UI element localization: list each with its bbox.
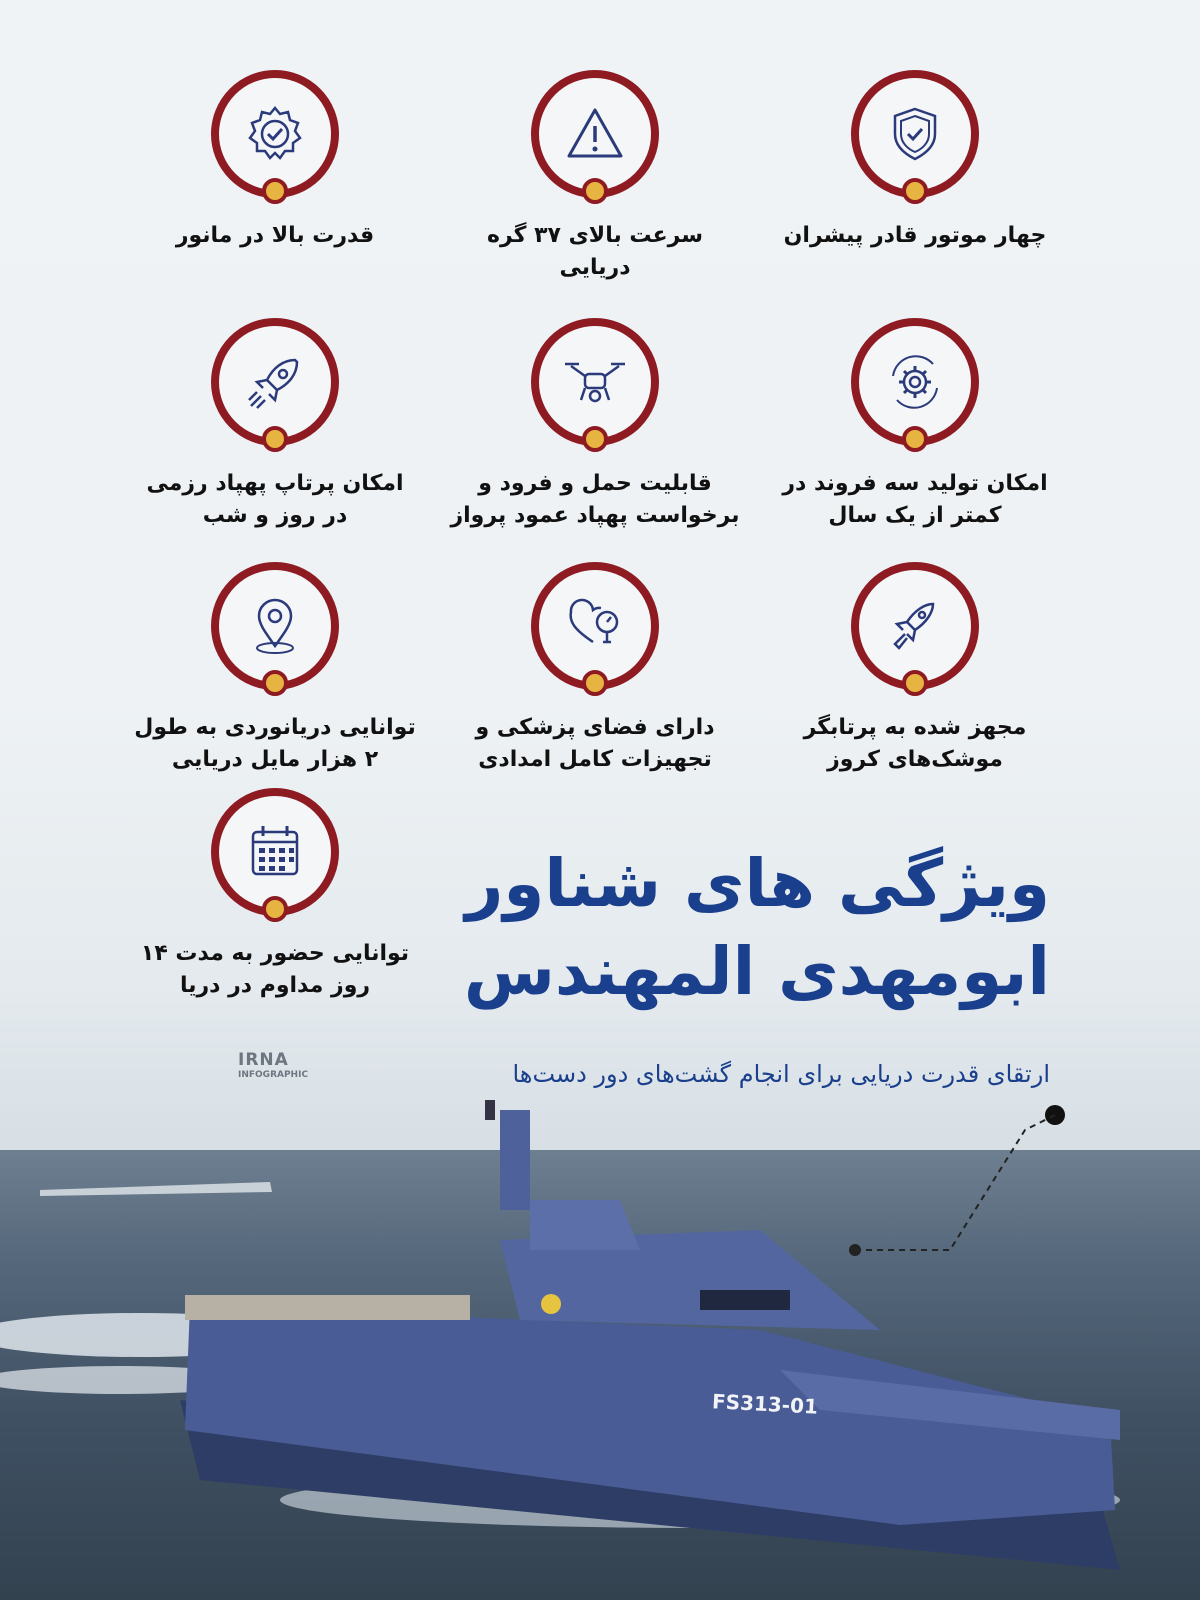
feature-label: امکان تولید سه فروند در کمتر از یک سال bbox=[782, 471, 1048, 528]
ring-dot bbox=[582, 426, 608, 452]
logo-line-2: INFOGRAPHIC bbox=[238, 1070, 309, 1080]
calendar-icon bbox=[245, 822, 305, 882]
feature-medical bbox=[445, 562, 745, 776]
feature-ring bbox=[851, 70, 979, 198]
feature-maneuver bbox=[125, 70, 425, 252]
feature-ring bbox=[531, 318, 659, 446]
feature-range bbox=[125, 562, 425, 776]
feature-label: مجهز شده به پرتابگر موشک‌های کروز bbox=[803, 715, 1027, 772]
logo-line-1: IRNA bbox=[238, 1050, 289, 1070]
feature-label: توانایی حضور به مدت ۱۴ روز مداوم در دریا bbox=[140, 941, 410, 998]
subtitle: ارتقای قدرت دریایی برای انجام گشت‌های دور دست‌ها bbox=[512, 1060, 1050, 1088]
shield-check-icon bbox=[885, 104, 945, 164]
feature-ring bbox=[531, 70, 659, 198]
gear-cycle-icon bbox=[885, 352, 945, 412]
location-pin-icon bbox=[245, 596, 305, 656]
ring-dot bbox=[902, 178, 928, 204]
feature-label: سرعت بالای ۳۷ گره دریایی bbox=[486, 223, 704, 280]
feature-vtol-drone bbox=[445, 318, 745, 532]
badge-check-icon bbox=[245, 104, 305, 164]
ring-dot bbox=[582, 670, 608, 696]
hull-number: FS313-01 bbox=[711, 1389, 819, 1419]
feature-label: چهار موتور قادر پیشران bbox=[783, 223, 1047, 248]
drone-icon bbox=[565, 352, 625, 412]
feature-cruise-missiles bbox=[765, 562, 1065, 776]
heart-stethoscope-icon bbox=[565, 596, 625, 656]
title-line-1: ویژگی های شناور bbox=[465, 845, 1050, 922]
ring-dot bbox=[582, 178, 608, 204]
page-title bbox=[464, 840, 1050, 1016]
feature-label: قابلیت حمل و فرود و برخواست پهپاد عمود پرواز bbox=[450, 471, 740, 528]
ring-dot bbox=[262, 178, 288, 204]
callout-line bbox=[830, 1100, 1070, 1280]
feature-label: دارای فضای پزشکی و تجهیزات کامل امدادی bbox=[475, 715, 715, 772]
feature-label: امکان پرتاپ پهپاد رزمی در روز و شب bbox=[146, 471, 404, 528]
feature-speed bbox=[445, 70, 745, 284]
feature-production bbox=[765, 318, 1065, 532]
ring-dot bbox=[902, 426, 928, 452]
warning-triangle-icon bbox=[565, 104, 625, 164]
feature-label: توانایی دریانوردی به طول ۲ هزار مایل دریایی bbox=[134, 715, 416, 772]
feature-ring bbox=[531, 562, 659, 690]
feature-ring bbox=[211, 562, 339, 690]
feature-ring bbox=[211, 318, 339, 446]
feature-endurance bbox=[125, 788, 425, 1002]
ring-dot bbox=[902, 670, 928, 696]
irna-logo bbox=[238, 1050, 320, 1080]
missile-icon bbox=[885, 596, 945, 656]
feature-ring bbox=[851, 318, 979, 446]
title-line-2: ابومهدی المهندس bbox=[463, 933, 1050, 1010]
feature-ring bbox=[211, 788, 339, 916]
feature-engines bbox=[765, 70, 1065, 252]
feature-drone-launch bbox=[125, 318, 425, 532]
feature-ring bbox=[211, 70, 339, 198]
ring-dot bbox=[262, 426, 288, 452]
feature-label: قدرت بالا در مانور bbox=[175, 223, 375, 248]
ring-dot bbox=[262, 670, 288, 696]
feature-ring bbox=[851, 562, 979, 690]
ring-dot bbox=[262, 896, 288, 922]
rocket-launch-icon bbox=[245, 352, 305, 412]
